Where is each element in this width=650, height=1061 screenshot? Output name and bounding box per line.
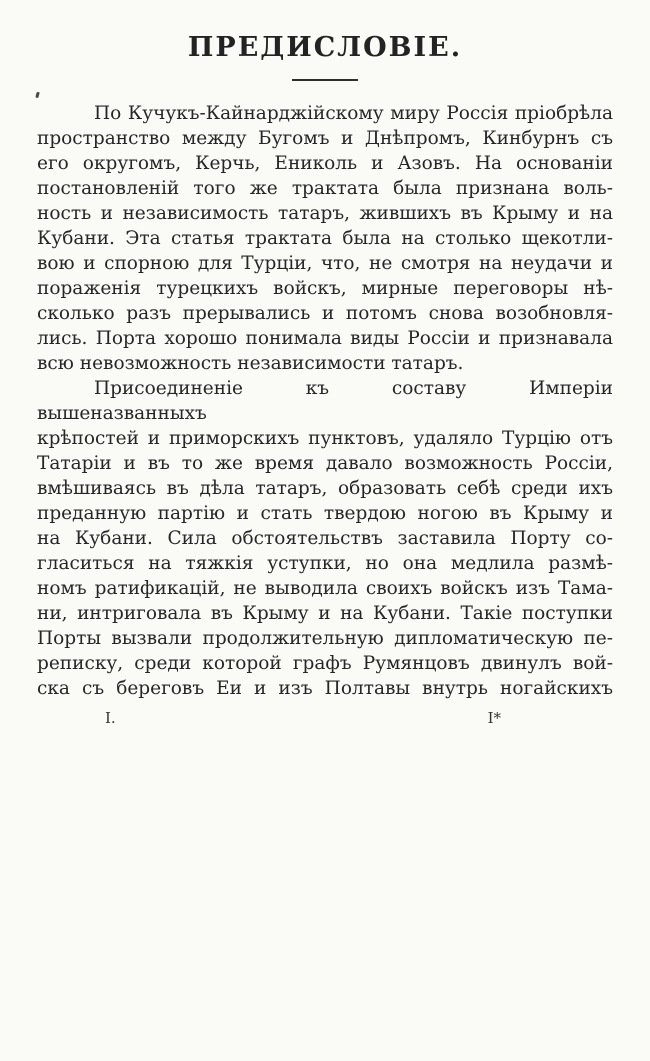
text-line: пораженія турецкихъ войскъ, мирные переговоры нѣ-: [37, 278, 613, 299]
volume-number: I.: [105, 709, 116, 727]
text-line: вою и спорною для Турціи, что, не смотря на неудачи и: [37, 253, 613, 274]
page-footer: [37, 709, 613, 727]
text-line: сколько разъ прерывались и потомъ снова возобновля-: [37, 303, 613, 324]
text-line: Татаріи и въ то же время давало возможность Россіи,: [37, 453, 613, 474]
text-line: его округомъ, Керчь, Ениколь и Азовъ. На основаніи: [37, 153, 613, 174]
text-line: на Кубани. Сила обстоятельствъ заставила Порту со-: [37, 528, 613, 549]
text-line: постановленій того же трактата была признана воль-: [37, 178, 613, 199]
text-line: Присоединеніе къ составу Имперіи вышеназванныхъ: [37, 378, 613, 424]
text-line: гласиться на тяжкія уступки, но она медлила размѣ-: [37, 553, 613, 574]
ink-speck-artifact: [35, 92, 39, 99]
text-line: пространство между Бугомъ и Днѣпромъ, Кинбурнъ съ: [37, 128, 613, 149]
text-line: По Кучукъ-Кайнарджійскому миру Россія пріобрѣла: [94, 103, 613, 124]
text-line: крѣпостей и приморскихъ пунктовъ, удаляло Турцію отъ: [37, 428, 613, 449]
text-line: номъ ратификацій, не выводила своихъ войскъ изъ Тама-: [37, 578, 613, 599]
text-line: вмѣшиваясь въ дѣла татаръ, образовать себѣ среди ихъ: [37, 478, 613, 499]
text-line: всю невозможность независимости татаръ.: [37, 353, 464, 374]
text-line: преданную партію и стать твердою ногою въ Крыму и: [37, 503, 613, 524]
body-text: [37, 101, 613, 701]
text-line: Порты вызвали продолжительную дипломатическую пе-: [37, 628, 613, 649]
text-line: ни, интриговала въ Крыму и на Кубани. Такіе поступки: [37, 603, 613, 624]
text-line: Кубани. Эта статья трактата была на столько щекотли-: [37, 228, 613, 249]
text-line: лись. Порта хорошо понимала виды Россіи и признавала: [37, 328, 613, 349]
text-line: ность и независимость татаръ, жившихъ въ Крыму и на: [37, 203, 613, 224]
text-line: ска съ береговъ Еи и изъ Полтавы внутрь ногайскихъ: [37, 678, 613, 699]
page-title: ПРЕДИСЛОВІЕ.: [187, 32, 463, 63]
text-line: реписку, среди которой графъ Румянцовъ двинулъ вой-: [37, 653, 613, 674]
title-divider: [292, 79, 358, 81]
signature-mark: I*: [487, 709, 501, 727]
